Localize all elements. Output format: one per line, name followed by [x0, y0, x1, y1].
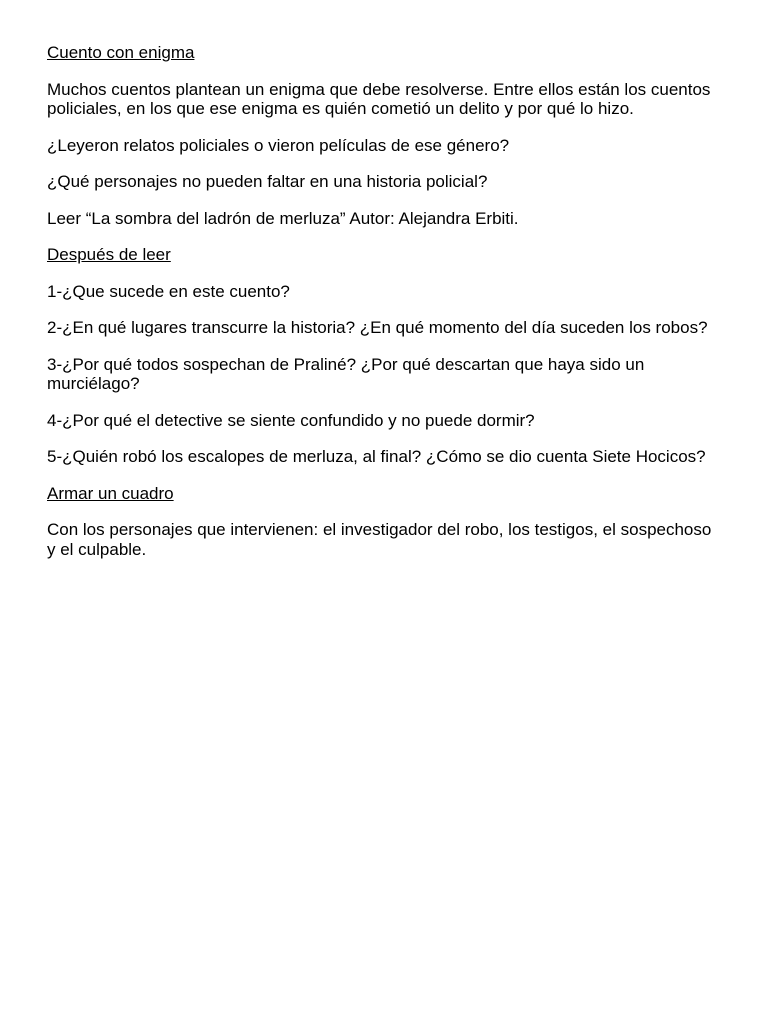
table-instruction: Con los personajes que intervienen: el investigador del robo, los testigos, el sospechoso y el culpable.	[47, 520, 712, 559]
numbered-question: 1-¿Que sucede en este cuento?	[47, 281, 290, 301]
section-heading-after-reading: Después de leer	[47, 245, 171, 264]
numbered-question: 3-¿Por qué todos sospechan de Praliné? ¿Por qué descartan que haya sido un murciélago?	[47, 354, 645, 393]
numbered-question: 4-¿Por qué el detective se siente confundido y no puede dormir?	[47, 410, 535, 430]
document-body	[47, 43, 717, 576]
numbered-question: 2-¿En qué lugares transcurre la historia? ¿En qué momento del día suceden los robos?	[47, 318, 708, 337]
reading-instruction: Leer “La sombra del ladrón de merluza” Autor: Alejandra Erbiti.	[47, 208, 519, 228]
intro-paragraph: Muchos cuentos plantean un enigma que debe resolverse. Entre ellos están los cuentos policiales, en los que ese enigma es quién cometió un delito y por qué lo hizo.	[47, 79, 711, 118]
section-heading-table: Armar un cuadro	[47, 483, 174, 503]
question-paragraph: ¿Leyeron relatos policiales o vieron películas de ese género?	[47, 135, 510, 155]
question-paragraph: ¿Qué personajes no pueden faltar en una historia policial?	[47, 172, 488, 191]
document-title: Cuento con enigma	[47, 43, 195, 62]
numbered-question: 5-¿Quién robó los escalopes de merluza, al final? ¿Cómo se dio cuenta Siete Hocicos?	[47, 447, 706, 466]
